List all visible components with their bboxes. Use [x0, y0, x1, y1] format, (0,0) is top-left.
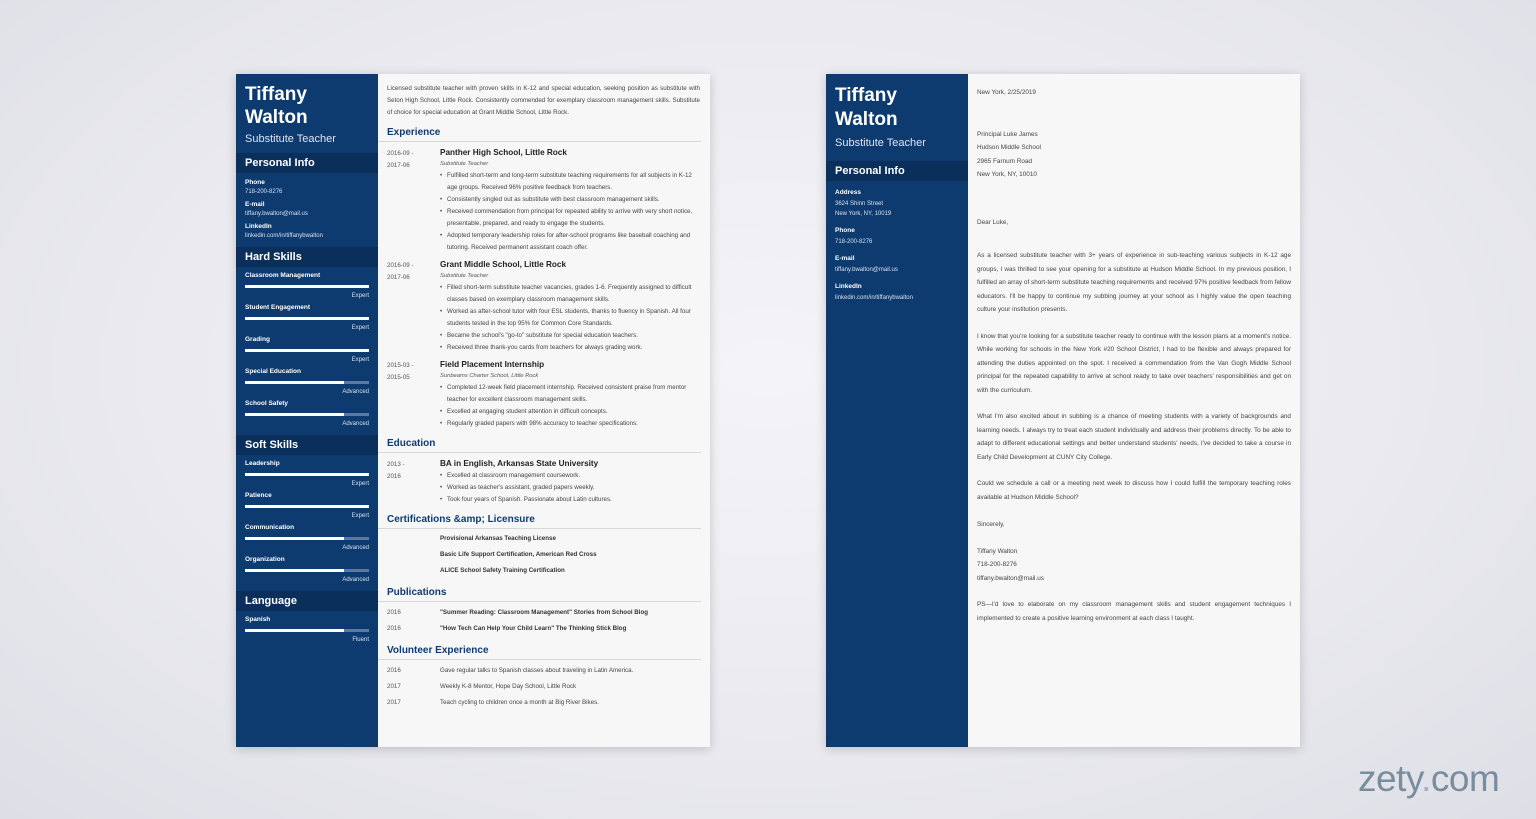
recipient-line: New York, NY, 10010 [977, 171, 1037, 178]
skill-item [236, 267, 378, 299]
volunteer-item [378, 663, 710, 679]
letter-role: Substitute Teacher [835, 137, 926, 149]
letter-closing: Sincerely, [977, 521, 1005, 528]
info-label: Phone [245, 179, 265, 186]
entry-bullet: • Worked as teacher's assistant, graded papers weekly. [440, 482, 701, 494]
skill-bar [245, 317, 369, 320]
letter-date: New York, 2/25/2019 [977, 89, 1036, 96]
volunteer-text: Weekly K-8 Mentor, Hope Day School, Little Rock [440, 683, 577, 690]
skill-bar-fill [245, 569, 344, 572]
entry-title: Grant Middle School, Little Rock [440, 260, 567, 269]
skill-bar-fill [245, 473, 369, 476]
entry-bullet: • Excelled at engaging student attention in difficult concepts. [440, 406, 701, 418]
skill-name: Organization [245, 556, 285, 563]
volunteer-heading: Volunteer Experience [378, 637, 701, 660]
skill-item [236, 519, 378, 551]
volunteer-item [378, 679, 710, 695]
letter-signature [977, 545, 1291, 586]
skill-bar [245, 629, 369, 632]
skill-level: Expert [351, 481, 369, 487]
address-line2: New York, NY, 10019 [835, 211, 892, 217]
publications-text: "Summer Reading: Classroom Management" Stories from School Blog [440, 609, 649, 616]
soft-skills-list [236, 455, 378, 583]
signature-line: tiffany.bwalton@mail.us [977, 574, 1044, 582]
entry-bullet: • Took four years of Spanish. Passionate about Latin cultures. [440, 494, 701, 506]
skill-bar-fill [245, 537, 344, 540]
skill-level: Expert [351, 357, 369, 363]
resume-name: Tiffany Walton [245, 84, 308, 128]
certification-item: ALICE School Safety Training Certification [440, 567, 565, 574]
signature-line: 718-200-8276 [977, 561, 1017, 568]
certification-item: Basic Life Support Certification, American Red Cross [440, 551, 597, 558]
letter-postscript: PS—I'd love to elaborate on my classroom management skills and student engagement techniques I implemented to create a positive learning environment at each class I taught. [977, 601, 1291, 622]
entry-bullet: • Became the school's "go-to" substitute for special education teachers. [440, 330, 701, 342]
skill-item [236, 395, 378, 427]
skill-name: Leadership [245, 460, 280, 467]
volunteer-text: Gave regular talks to Spanish classes about traveling in Latin America. [440, 667, 634, 674]
letter-sidebar [826, 74, 968, 747]
resume-summary: Licensed substitute teacher with proven skills in K-12 and special education, seeking position as substitute with Seton High School, Little Rock. Consistently commended for exemplary classroom management skills. Substitute of choice for special education at Grant Middle School, Little Rock. [387, 85, 700, 116]
personal-info-heading: Personal Info [236, 153, 378, 173]
publications-date: 2016 [387, 625, 401, 632]
entry-bullet: • Consistently singled out as substitute with best classroom management skills. [440, 194, 701, 206]
entry-bullet: • Received three thank-you cards from teachers for always grading work. [440, 342, 701, 354]
entry-date: 2016-09 - 2017-06 [387, 262, 414, 281]
skill-bar-fill [245, 413, 344, 416]
skill-level: Expert [351, 325, 369, 331]
skill-name: Spanish [245, 616, 271, 623]
entry [378, 254, 710, 354]
skill-name: Grading [245, 336, 270, 343]
skill-bar-fill [245, 381, 344, 384]
skill-level: Expert [351, 513, 369, 519]
skill-item [236, 363, 378, 395]
skill-name: Classroom Management [245, 272, 321, 279]
letter-paragraph: What I'm also excited about in subbing is a chance of meeting students with a variety of backgrounds and learning needs. I always try to treat each student individually and address their problems directly. To be able to adapt to different educational settings and better understand students' needs, I've decided to take a course in Early Child Development at CUNY City College. [977, 413, 1291, 461]
entry-date: 2013 - 2016 [387, 461, 405, 480]
letter-paragraph: I know that you're looking for a substitute teacher ready to continue with the lesson plans at a moment's notice. While working for schools in the New York #20 School District, I had to be flexible and always prepared for attending the duties appointed on the spot. I received a commendation from the Van Gogh Middle School principal for the repeated capability to arrive at school ready to take over teachers' responsibilities and get on with the curriculum. [977, 332, 1291, 394]
experience-heading: Experience [378, 119, 701, 142]
volunteer-list [378, 660, 710, 711]
personal-info-list [236, 173, 378, 239]
resume-main [378, 74, 710, 747]
skill-bar-fill [245, 317, 369, 320]
education-list [378, 453, 710, 506]
entry-bullet: • Received commendation from principal for repeated ability to arrive with very short notice, presentable, prepared, and ready to engage the students. [440, 206, 701, 230]
publications-list [378, 602, 710, 637]
skill-bar-fill [245, 285, 369, 288]
volunteer-date: 2016 [387, 667, 401, 674]
soft-skills-heading: Soft Skills [236, 435, 378, 455]
skill-bar-fill [245, 629, 344, 632]
skill-bar [245, 537, 369, 540]
entry-subtitle: Substitute Teacher [440, 161, 489, 167]
skill-name: Special Education [245, 368, 301, 375]
skill-level: Advanced [342, 577, 369, 583]
skill-bar [245, 473, 369, 476]
skill-bar [245, 505, 369, 508]
entry-subtitle: Substitute Teacher [440, 273, 489, 279]
skill-bar [245, 413, 369, 416]
entry-title: BA in English, Arkansas State University [440, 459, 599, 468]
skill-item [236, 455, 378, 487]
entry-bullet: • Adopted temporary leadership roles for after-school programs like baseball coaching and tutoring. Received permanent assistant coach offer. [440, 230, 701, 254]
letter-paragraph: Could we schedule a call or a meeting next week to discuss how I could fulfill the temporary teaching roles available at Hudson Middle School? [977, 480, 1291, 501]
zety-logo: zety.com [1358, 758, 1500, 799]
skill-bar [245, 569, 369, 572]
entry-bullet: • Worked as after-school tutor with four ESL students, thanks to fluency in Spanish. All four students tested in the top 95% for Common Core Standards. [440, 306, 701, 330]
letter-personal-info-heading: Personal Info [826, 161, 968, 181]
linkedin-label: LinkedIn [835, 283, 862, 290]
entry-body [440, 359, 701, 430]
skill-level: Advanced [342, 389, 369, 395]
certifications-list [378, 529, 710, 579]
skill-item [236, 551, 378, 583]
resume-document [236, 74, 710, 747]
skill-item [236, 299, 378, 331]
publications-heading: Publications [378, 579, 701, 602]
publications-date: 2016 [387, 609, 401, 616]
hard-skills-list [236, 267, 378, 427]
resume-role: Substitute Teacher [245, 133, 336, 145]
phone-label: Phone [835, 227, 855, 234]
entry-title: Field Placement Internship [440, 360, 545, 369]
letter-greeting: Dear Luke, [977, 218, 1009, 226]
hard-skills-heading: Hard Skills [236, 247, 378, 267]
entry-bullet: • Filled short-term substitute teacher vacancies, grades 1-6. Frequently assigned to difficult classes based on exemplary classroom management skills. [440, 282, 701, 306]
entry-bullet: • Fulfilled short-term and long-term substitute teaching requirements for all subjects in K-12 age groups. Received 96% positive feedback from teachers. [440, 170, 701, 194]
info-value: tiffany.bwalton@mail.us [245, 211, 308, 217]
email-label: E-mail [835, 255, 855, 262]
info-value: linkedin.com/in/tiffanybwalton [245, 233, 323, 239]
info-label: E-mail [245, 201, 265, 208]
address-line1: 3624 Shinn Street [835, 201, 884, 207]
skill-bar-fill [245, 349, 369, 352]
skill-level: Fluent [352, 637, 369, 643]
publications-item [378, 605, 710, 621]
entry-date: 2015-03 - 2015-05 [387, 362, 414, 381]
skill-name: Patience [245, 492, 272, 499]
letter-paragraph: As a licensed substitute teacher with 3+ years of experience in sub-teaching various subjects in K-12 age groups, I was thrilled to see your opening for a substitute at Hudson Middle School. In my previous position, I fulfilled an array of short-term substitute teaching requirements and received 97% positive feedback from fellow educators. I'll be happy to continue my subbing journey at your school as I highly value the open teaching culture your institution presents. [977, 252, 1292, 313]
recipient-line: Principal Luke James [977, 130, 1038, 138]
volunteer-date: 2017 [387, 683, 401, 690]
certifications-heading: Certifications &amp; Licensure [378, 506, 701, 529]
signature-line: Tiffany Walton [977, 547, 1018, 555]
letter-paragraphs [977, 249, 1291, 504]
recipient-line: Hudson Middle School [977, 144, 1041, 151]
volunteer-item [378, 695, 710, 711]
entry-body [440, 259, 701, 354]
letter-recipient [977, 128, 1291, 182]
entry-body [440, 458, 701, 506]
address-label: Address [835, 189, 862, 196]
cover-letter-document [826, 74, 1300, 747]
skill-bar [245, 381, 369, 384]
skill-name: Student Engagement [245, 304, 311, 311]
skill-bar [245, 285, 369, 288]
entry-date: 2016-09 - 2017-06 [387, 150, 414, 169]
skill-level: Advanced [342, 545, 369, 551]
skill-level: Expert [351, 293, 369, 299]
recipient-line: 2965 Farnum Road [977, 157, 1033, 165]
skill-item [236, 487, 378, 519]
entry-body [440, 147, 701, 254]
entry-subtitle: Sunbeams Charter School, Little Rock [440, 373, 539, 379]
entry-bullet: • Excelled at classroom management coursework. [440, 470, 701, 482]
volunteer-date: 2017 [387, 699, 401, 706]
skill-level: Advanced [342, 421, 369, 427]
entry-title: Panther High School, Little Rock [440, 148, 567, 157]
skill-name: Communication [245, 524, 295, 531]
language-heading: Language [236, 591, 378, 611]
volunteer-text: Teach cycling to children once a month at Big River Bikes. [440, 699, 599, 706]
certification-item: Provisional Arkansas Teaching License [440, 535, 556, 542]
entry-bullet: • Regularly graded papers with 98% accuracy to teacher specifications. [440, 418, 701, 430]
email-value: tiffany.bwalton@mail.us [835, 267, 898, 273]
language-list [236, 611, 378, 643]
letter-name: Tiffany Walton [835, 85, 898, 130]
publications-item [378, 621, 710, 637]
entry [378, 142, 710, 254]
skill-name: School Safety [245, 400, 288, 407]
publications-text: "How Tech Can Help Your Child Learn" The Thinking Stick Blog [440, 625, 627, 632]
phone-value: 718-200-8276 [835, 239, 873, 245]
entry [378, 453, 710, 506]
skill-item [236, 611, 378, 643]
skill-item [236, 331, 378, 363]
entry [378, 354, 710, 430]
experience-list [378, 142, 710, 430]
education-heading: Education [378, 430, 701, 453]
resume-sidebar [236, 74, 378, 747]
skill-bar-fill [245, 505, 369, 508]
letter-body [968, 74, 1300, 747]
linkedin-value: linkedin.com/in/tiffanybwalton [835, 295, 913, 301]
entry-bullet: • Completed 12-week field placement internship. Received consistent praise from mentor teacher for excellent classroom management skills. [440, 382, 701, 406]
info-value: 718-200-8276 [245, 189, 283, 195]
skill-bar [245, 349, 369, 352]
info-label: LinkedIn [245, 223, 272, 230]
